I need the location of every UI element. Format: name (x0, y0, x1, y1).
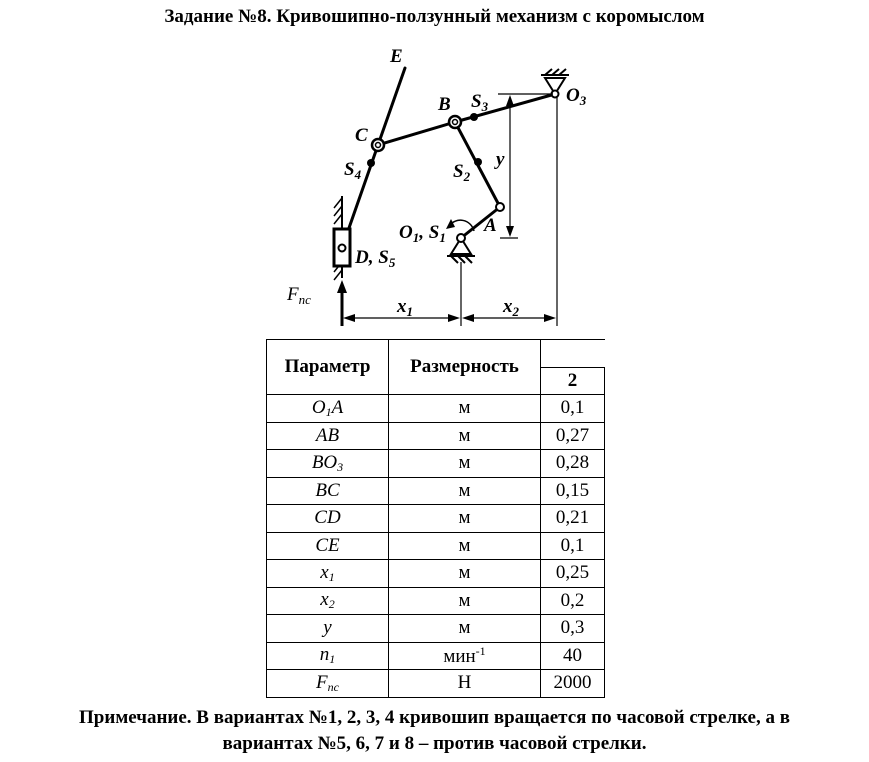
link-ce (378, 68, 405, 145)
header-param: Параметр (267, 340, 389, 395)
label-s2: $S_2$ (453, 161, 471, 184)
cell-dimension: мин$^{-1}$ (389, 642, 541, 670)
table-header-row (267, 340, 605, 368)
cell-dimension: м (389, 422, 541, 450)
header-variant: 2 (541, 367, 605, 395)
cell-value: 0,3 (541, 615, 605, 643)
mechanism-diagram (0, 0, 869, 335)
cell-param: $O_1A$ (267, 395, 389, 423)
force-arrowhead (337, 280, 347, 293)
cell-value: 0,27 (541, 422, 605, 450)
table-row (267, 670, 605, 698)
page-title: Задание №8. Кривошипно-ползунный механизм с коромыслом (164, 6, 705, 27)
note-line-2: вариантах №5, 6, 7 и 8 – против часовой стрелки. (222, 733, 647, 754)
label-s3: $S_3$ (471, 91, 489, 114)
table-row (267, 587, 605, 615)
table-row (267, 505, 605, 533)
cell-value: 0,15 (541, 477, 605, 505)
cell-dimension: Н (389, 670, 541, 698)
table-row (267, 532, 605, 560)
label-o3: $O_3$ (566, 85, 587, 108)
cell-dimension: м (389, 560, 541, 588)
label-x1: $x_1$ (397, 296, 413, 319)
label-x2: $x_2$ (503, 296, 519, 319)
cell-param: $x_2$ (267, 587, 389, 615)
header-dim: Размерность (389, 340, 541, 395)
cell-dimension: м (389, 477, 541, 505)
cell-dimension: м (389, 615, 541, 643)
mass-center-s3 (470, 113, 478, 121)
cell-param: CE (267, 532, 389, 560)
cell-value: 2000 (541, 670, 605, 698)
cell-param: $x_1$ (267, 560, 389, 588)
cell-dimension: м (389, 505, 541, 533)
table-row (267, 615, 605, 643)
cell-value: 0,21 (541, 505, 605, 533)
note (0, 705, 869, 757)
cell-value: 0,2 (541, 587, 605, 615)
cell-value: 0,1 (541, 395, 605, 423)
cell-value: 40 (541, 642, 605, 670)
cell-param: AB (267, 422, 389, 450)
cell-param: y (267, 615, 389, 643)
label-force: $F_{пс}$ (287, 284, 311, 307)
cell-value: 0,1 (541, 532, 605, 560)
cell-param: $F_{пс}$ (267, 670, 389, 698)
link-bo3 (455, 94, 555, 122)
cell-dimension: м (389, 395, 541, 423)
label-d-s5: D, $S_5$ (355, 247, 396, 270)
mass-center-s2 (474, 158, 482, 166)
support-o1 (447, 234, 475, 263)
table-row (267, 477, 605, 505)
cell-dimension: м (389, 450, 541, 478)
table-row (267, 422, 605, 450)
table-row (267, 395, 605, 423)
cell-value: 0,28 (541, 450, 605, 478)
label-b: B (438, 94, 451, 115)
cell-value: 0,25 (541, 560, 605, 588)
cell-param: BC (267, 477, 389, 505)
note-line-1: Примечание. В вариантах №1, 2, 3, 4 кривошип вращается по часовой стрелке, а в (79, 707, 790, 728)
joint-a (496, 203, 504, 211)
header-variant-blank (541, 340, 605, 368)
label-s4: $S_4$ (344, 159, 362, 182)
support-o3 (541, 69, 569, 98)
cell-param: $n_1$ (267, 642, 389, 670)
cell-dimension: м (389, 587, 541, 615)
dimension-y (498, 94, 553, 238)
label-y: y (496, 149, 505, 170)
label-a: A (484, 215, 497, 236)
table-row (267, 450, 605, 478)
link-bc (378, 122, 455, 145)
label-c: C (355, 125, 368, 146)
parameters-table (266, 339, 605, 698)
label-e: E (390, 46, 403, 67)
table-row (267, 642, 605, 670)
label-o1-s1: $O_1$, $S_1$ (399, 222, 446, 245)
cell-dimension: м (389, 532, 541, 560)
cell-param: $BO_3$ (267, 450, 389, 478)
cell-param: CD (267, 505, 389, 533)
table-row (267, 560, 605, 588)
mass-center-s4 (367, 159, 375, 167)
